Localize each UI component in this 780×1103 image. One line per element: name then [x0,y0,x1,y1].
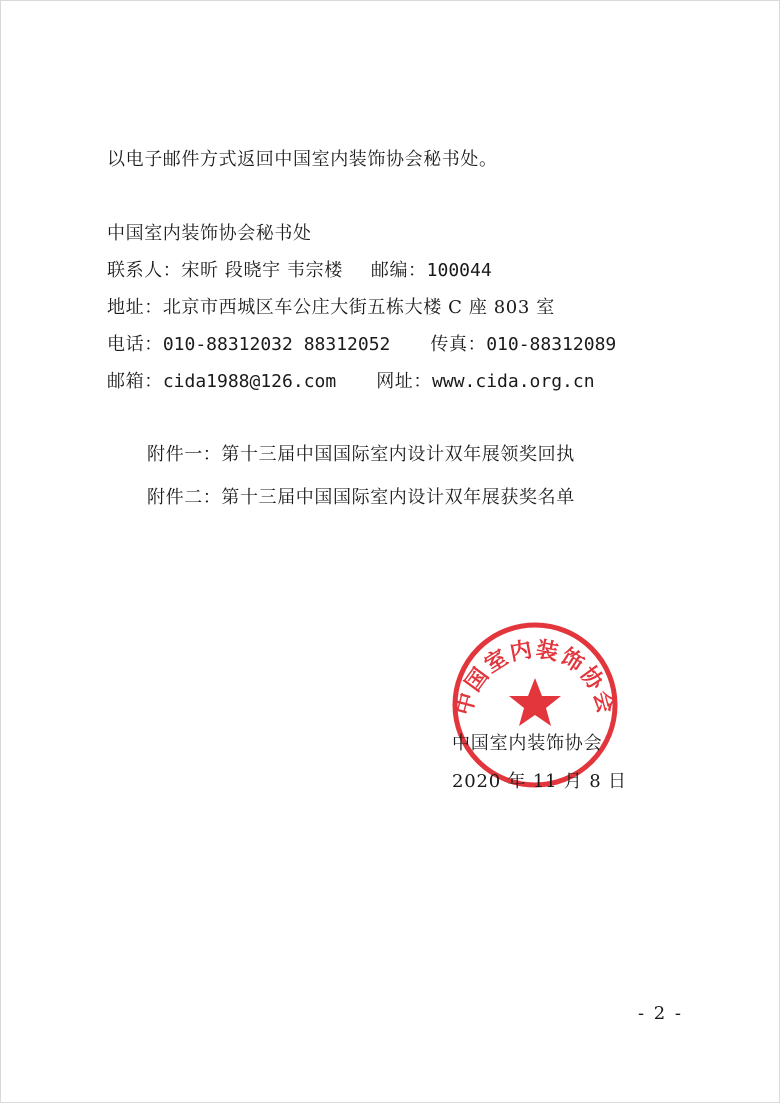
attachment-label: 附件一： [147,444,222,465]
fax-label: 传真： [430,334,487,355]
attachment-title: 第十三届中国国际室内设计双年展获奖名单 [221,487,575,508]
address-line [107,296,555,320]
attachment-title: 第十三届中国国际室内设计双年展领奖回执 [221,444,575,465]
attachment-item [147,486,575,510]
phone-value: 010-88312032 88312052 [162,334,391,355]
attachment-label: 附件二： [147,487,222,508]
address-label: 地址： [107,297,163,318]
phone-line [107,333,616,357]
contacts-line [107,259,492,283]
signature-organization: 中国室内装饰协会 [452,733,603,754]
page-number: - 2 - [637,1003,683,1024]
fax-value: 010-88312089 [486,334,617,355]
contacts-label: 联系人： [107,260,182,281]
postcode-value: 100044 [426,260,492,281]
email-value: cida1988@126.com [162,371,337,392]
return-instruction: 以电子邮件方式返回中国室内装饰协会秘书处。 [107,149,498,170]
postcode-label: 邮编： [370,260,427,281]
office-name: 中国室内装饰协会秘书处 [107,223,312,244]
contacts-names: 宋昕 段晓宇 韦宗楼 [181,260,343,281]
website-value: www.cida.org.cn [432,371,595,392]
address-value: 北京市西城区车公庄大街五栋大楼 C 座 803 室 [162,297,555,318]
official-seal-icon [450,620,620,790]
email-line [107,370,595,394]
seal-star-icon [509,678,561,726]
website-label: 网址： [376,371,433,392]
phone-label: 电话： [107,334,163,355]
svg-text:中国室内装饰协会: 中国室内装饰协会 [451,637,619,718]
attachment-item [147,443,575,467]
email-label: 邮箱： [107,371,163,392]
signature-date: 2020 年 11 月 8 日 [452,771,627,792]
